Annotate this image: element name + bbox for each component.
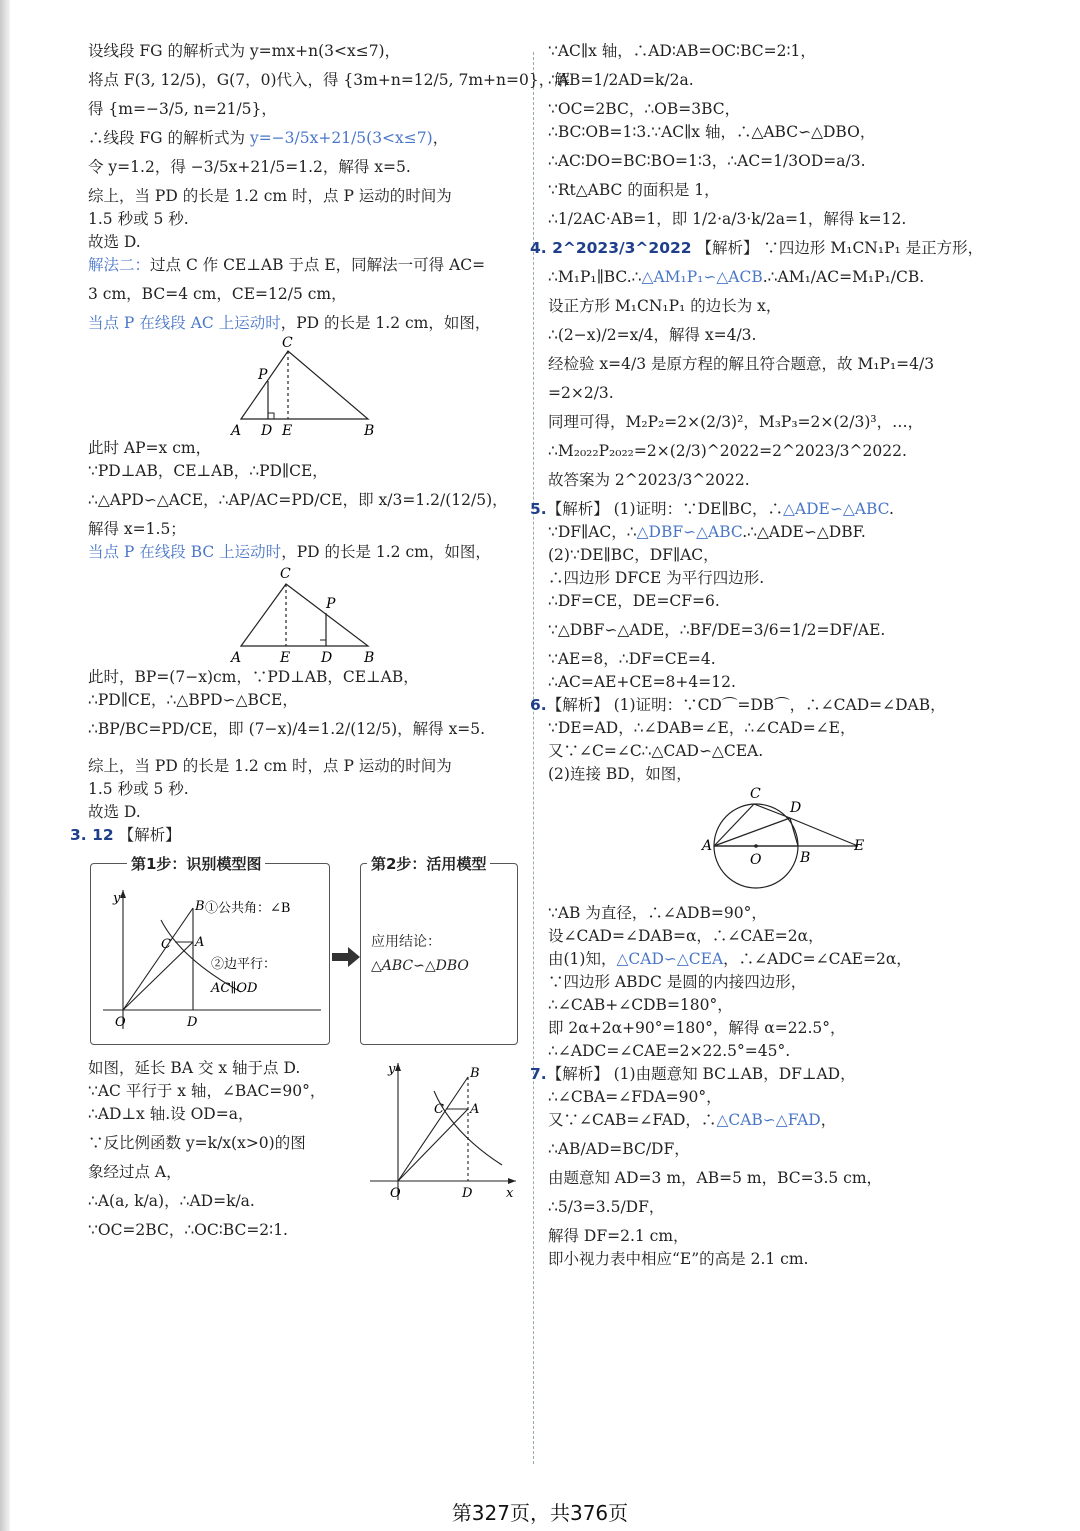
text-line: ∴PD∥CE，∴△BPD∽△BCE， bbox=[88, 691, 298, 709]
text-line: .∴AM₁/AC=M₁P₁/CB. bbox=[762, 268, 925, 286]
highlight-text: 当点 P 在线段 AC 上运动时 bbox=[88, 314, 281, 332]
text-line: ∴A(a, k/a)，∴AD=k/a. bbox=[88, 1192, 255, 1210]
highlight-text: △AM₁P₁∽△ACB bbox=[641, 268, 763, 286]
text-line: 由题意知 AD=3 m，AB=5 m，BC=3.5 cm， bbox=[548, 1169, 883, 1187]
note-text: ②边平行： bbox=[211, 957, 277, 972]
highlight-text: 当点 P 在线段 BC 上运动时 bbox=[88, 543, 282, 561]
text-line: ∵AC 平行于 x 轴，∠BAC=90°， bbox=[88, 1082, 326, 1100]
text-line: (2)∵DE∥BC，DF∥AC， bbox=[548, 546, 719, 564]
page-edge-shadow bbox=[0, 0, 10, 1531]
text-line: (2)连接 BD，如图， bbox=[548, 765, 692, 783]
text-line: 故选 D. bbox=[88, 233, 141, 251]
text-line: ∵OC=2BC，∴OC∶BC=2∶1. bbox=[88, 1221, 288, 1239]
text-line: 设∠CAD=∠DAB=α，∴∠CAE=2α， bbox=[548, 927, 824, 945]
text-line: 又∵∠CAB=∠FAD，∴ bbox=[548, 1111, 717, 1129]
text-line: ∴AB=1/2AD=k/2a. bbox=[548, 71, 694, 89]
text-line: ∴BC∶OB=1∶3.∵AC∥x 轴，∴△ABC∽△DBO， bbox=[548, 123, 876, 141]
point-label: C bbox=[161, 937, 171, 952]
step2-box bbox=[360, 855, 518, 1045]
point-label: C bbox=[750, 786, 761, 802]
triangle-figure-2 bbox=[88, 564, 520, 666]
point-label: D bbox=[261, 423, 273, 439]
point-label: A bbox=[231, 423, 242, 439]
text-line: 此时 AP=x cm， bbox=[88, 439, 212, 457]
text-line: ∴M₁P₁∥BC.∴ bbox=[548, 268, 642, 286]
text-line: ∵AE=8，∴DF=CE=4. bbox=[548, 650, 716, 668]
page-footer: 第327页，共376页 bbox=[451, 1501, 629, 1525]
text-line: 综上，当 PD 的长是 1.2 cm 时，点 P 运动的时间为 bbox=[88, 187, 452, 205]
text-line: 【解析】 (1)证明：∵CD⌒=DB⌒，∴∠CAD=∠DAB， bbox=[546, 696, 946, 714]
text-line: ，PD 的长是 1.2 cm，如图， bbox=[281, 543, 491, 561]
text-line: 过点 C 作 CE⊥AB 于点 E，同解法一可得 AC= bbox=[150, 256, 486, 274]
problem-number: 7. bbox=[530, 1065, 547, 1083]
note-text: AC∥OD bbox=[211, 981, 258, 996]
text-line: 【解析】 (1)证明：∵DE∥BC，∴ bbox=[546, 500, 784, 518]
text-line: 如图，延长 BA 交 x 轴于点 D. bbox=[88, 1059, 301, 1077]
text-line: ∵PD⊥AB，CE⊥AB，∴PD∥CE， bbox=[88, 462, 328, 480]
text-line: ∴AD⊥x 轴.设 OD=a， bbox=[88, 1105, 254, 1123]
text-line: ∴△APD∽△ACE，∴AP/AC=PD/CE，即 x/3=1.2/(12/5)， bbox=[88, 491, 508, 509]
point-label: A bbox=[470, 1102, 480, 1117]
text-line: 【解析】 ∵四边形 M₁CN₁P₁ 是正方形， bbox=[696, 239, 984, 257]
problem-number: 6. bbox=[530, 696, 547, 714]
point-label: D bbox=[462, 1186, 473, 1201]
triangle-figure-1 bbox=[88, 335, 520, 439]
point-label: D bbox=[187, 1015, 198, 1030]
note-text: ①公共角：∠B bbox=[205, 901, 291, 916]
text-line: ∴∠CAB+∠CDB=180°， bbox=[548, 996, 733, 1014]
point-label: C bbox=[434, 1102, 444, 1117]
analysis-label: 【解析】 bbox=[118, 826, 181, 844]
text-line: 即小视力表中相应“E”的高是 2.1 cm. bbox=[548, 1250, 809, 1268]
axis-label: y bbox=[113, 891, 121, 906]
step2-title: 第2步：活用模型 bbox=[367, 853, 490, 876]
point-label: B bbox=[364, 423, 375, 439]
text-line: ∵DE=AD，∴∠DAB=∠E，∴∠CAD=∠E， bbox=[548, 719, 856, 737]
text-line: 将点 F(3, 12/5)，G(7，0)代入，得 {3m+n=12/5, 7m+n=0}，解 bbox=[88, 71, 570, 89]
model-steps-area bbox=[88, 851, 520, 1051]
inverse-function-graph bbox=[368, 1055, 518, 1205]
text-line: ，∴∠ADC=∠CAE=2α， bbox=[723, 950, 912, 968]
text-line: 即 2α+2α+90°=180°，解得 α=22.5°， bbox=[548, 1019, 846, 1037]
point-label: A bbox=[231, 650, 242, 666]
point-label: O bbox=[390, 1186, 401, 1201]
point-label: E bbox=[854, 838, 865, 854]
point-label: P bbox=[326, 596, 336, 612]
method-label: 解法二： bbox=[88, 256, 151, 274]
text-line: ∴AC=AE+CE=8+4=12. bbox=[548, 673, 736, 691]
text-line: 解得 DF=2.1 cm， bbox=[548, 1227, 689, 1245]
text-line: ∵四边形 ABDC 是圆的内接四边形， bbox=[548, 973, 807, 991]
text-line: 又∵∠C=∠C∴△CAD∽△CEA. bbox=[548, 742, 764, 760]
text-line: 3 cm，BC=4 cm，CE=12/5 cm， bbox=[88, 285, 347, 303]
text-line: 由(1)知， bbox=[548, 950, 617, 968]
text-line: ∵AB 为直径，∴∠ADB=90°， bbox=[548, 904, 767, 922]
point-label: E bbox=[280, 650, 291, 666]
text-line: ∴AC∶DO=BC∶BO=1∶3，∴AC=1/3OD=a/3. bbox=[548, 152, 866, 170]
text-line: 【解析】 (1)由题意知 BC⊥AB，DF⊥AD， bbox=[546, 1065, 856, 1083]
text-line: ， bbox=[432, 129, 449, 147]
text-line: ∵反比例函数 y=k/x(x>0)的图 bbox=[88, 1134, 306, 1152]
text-line: ∵AC∥x 轴，∴AD∶AB=OC∶BC=2∶1， bbox=[548, 42, 816, 60]
text-line: ∵DF∥AC，∴ bbox=[548, 523, 637, 541]
arrow-icon bbox=[332, 945, 362, 969]
point-label: D bbox=[790, 800, 802, 816]
text-line: 得 {m=−3/5, n=21/5}， bbox=[88, 100, 277, 118]
text-line: 故答案为 2^2023/3^2022. bbox=[548, 471, 750, 489]
text-line: ∴5/3=3.5/DF， bbox=[548, 1198, 665, 1216]
text-line: ∴线段 FG 的解析式为 bbox=[88, 129, 245, 147]
text-line: ∴AB/AD=BC/DF， bbox=[548, 1140, 690, 1158]
problem-number: 5. bbox=[530, 500, 547, 518]
text-line: ∵△DBF∽△ADE，∴BF/DE=3/6=1/2=DF/AE. bbox=[548, 621, 886, 639]
text-line: ∴四边形 DFCE 为平行四边形. bbox=[548, 569, 765, 587]
note-text: 应用结论： bbox=[371, 934, 441, 950]
text-line: 解得 x=1.5； bbox=[88, 520, 186, 538]
text-line: 1.5 秒或 5 秒. bbox=[88, 210, 189, 228]
right-column: ∵AC∥x 轴，∴AD∶AB=OC∶BC=2∶1， ∴AB=1/2AD=k/2a. ∵OC=2BC，∴OB=3BC， ∴BC∶OB=1∶3.∵AC∥x 轴，∴△ABC∽△DBO， ∴AC∶DO=BC∶BO=1∶3，∴AC=1/3OD=a/3. ∵Rt△ABC 的面积是 1， ∴1/2AC·AB=1，即 1/2·a/3·k/2a=1，解得 k=12. 4. 2^2023/3^2022 【解析】 ∵四边形 M₁CN₁P₁ 是正方形， ∴M₁P₁∥BC.∴△AM₁P₁∽△ACB.∴AM₁/AC=M₁P₁/CB. 设正方形 M₁CN₁P₁ 的边长为 x， ∴(2−x)/2=x/4，解得 x=4/3. 经检验 x=4/3 是原方程的解且符合题意，故 M₁P₁=4/3 =2×2/3. 同理可得，M₂P₂=2×(2/3)²，M₃P₃=2×(2/3)³，…， ∴M₂₀₂₂P₂₀₂₂=2×(2/3)^2022=2^2023/3^2022. 故答案为 2^2023/3^2022. 5.【解析】 (1)证明：∵DE∥BC，∴△ADE∽△ABC. ∵DF∥AC，∴△DBF∽△ABC.∴△ADE∽△DBF. (2)∵DE∥BC，DF∥AC， ∴四边形 DFCE 为平行四边形. ∴DF=CE，DE=CF=6. ∵△DBF∽△ADE，∴BF/DE=3/6=1/2=DF/AE. ∵AE=8，∴DF=CE=4. ∴AC=AE+CE=8+4=12. 6.【解析】 (1)证明：∵CD⌒=DB⌒，∴∠CAD=∠DAB， ∵DE=AD，∴∠DAB=∠E，∴∠CAD=∠E， 又∵∠C=∠C∴△CAD∽△CEA. (2)连接 BD，如图， C D A O B E ∵AB 为直径，∴∠ADB=90°， 设∠CAD=∠DAB=α，∴∠CAE=2α， 由(1)知，△CAD∽△CEA，∴∠ADC=∠CAE=2α， ∵四边形 ABDC 是圆的内接四边形， ∴∠CAB+∠CDB=180°， 即 2α+2α+90°=180°，解得 α=22.5°， ∴∠ADC=∠CAE=2×22.5°=45°. 7.【解析】 (1)由题意知 BC⊥AB，DF⊥AD， ∴∠CBA=∠FDA=90°， 又∵∠CAB=∠FAD，∴△CAB∽△FAD， ∴AB/AD=BC/DF， 由题意知 AD=3 m，AB=5 m，BC=3.5 cm， ∴5/3=3.5/DF， 解得 DF=2.1 cm， 即小视力表中相应“E”的高是 2.1 cm. bbox=[548, 40, 998, 1271]
problem-number: 4. 2^2023/3^2022 bbox=[530, 239, 692, 257]
text-line: ∴(2−x)/2=x/4，解得 x=4/3. bbox=[548, 326, 757, 344]
problem-number: 3. 12 bbox=[70, 826, 114, 844]
text-line: 象经过点 A， bbox=[88, 1163, 182, 1181]
step1-graph bbox=[91, 864, 329, 1044]
axis-label: y bbox=[388, 1062, 396, 1077]
text-line: ∴BP/BC=PD/CE，即 (7−x)/4=1.2/(12/5)，解得 x=5. bbox=[88, 720, 486, 738]
highlight-text: △CAD∽△CEA bbox=[616, 950, 724, 968]
text-line: 同理可得，M₂P₂=2×(2/3)²，M₃P₃=2×(2/3)³，…， bbox=[548, 413, 924, 431]
point-label: B bbox=[800, 850, 811, 866]
point-label: B bbox=[195, 899, 205, 914]
text-line: ∴DF=CE，DE=CF=6. bbox=[548, 592, 720, 610]
highlight-text: △ADE∽△ABC bbox=[783, 500, 889, 518]
point-label: O bbox=[750, 852, 762, 868]
text-line: ∴∠CBA=∠FDA=90°， bbox=[548, 1088, 722, 1106]
text-line: 经检验 x=4/3 是原方程的解且符合题意，故 M₁P₁=4/3 bbox=[548, 355, 935, 373]
point-label: A bbox=[195, 935, 205, 950]
axis-label: x bbox=[506, 1186, 514, 1201]
step1-box bbox=[90, 855, 330, 1045]
text-line: 故选 D. bbox=[88, 803, 141, 821]
text-line: 此时，BP=(7−x)cm，∵PD⊥AB，CE⊥AB， bbox=[88, 668, 419, 686]
point-label: O bbox=[115, 1015, 126, 1030]
text-line: ∴1/2AC·AB=1，即 1/2·a/3·k/2a=1，解得 k=12. bbox=[548, 210, 907, 228]
point-label: E bbox=[282, 423, 293, 439]
point-label: D bbox=[321, 650, 333, 666]
point-label: C bbox=[282, 335, 293, 351]
text-line: =2×2/3. bbox=[548, 384, 614, 402]
text-line: ∵OC=2BC，∴OB=3BC， bbox=[548, 100, 741, 118]
point-label: B bbox=[364, 650, 375, 666]
highlight-text: △DBF∽△ABC bbox=[636, 523, 743, 541]
text-line: ∴M₂₀₂₂P₂₀₂₂=2×(2/3)^2022=2^2023/3^2022. bbox=[548, 442, 907, 460]
point-label: P bbox=[258, 367, 268, 383]
text-line: 令 y=1.2，得 −3/5x+21/5=1.2，解得 x=5. bbox=[88, 158, 411, 176]
text-line: ∴∠ADC=∠CAE=2×22.5°=45°. bbox=[548, 1042, 791, 1060]
text-line: 设线段 FG 的解析式为 y=mx+n(3<x≤7)， bbox=[88, 42, 401, 60]
point-label: B bbox=[470, 1066, 480, 1081]
text-line: ，PD 的长是 1.2 cm，如图， bbox=[280, 314, 491, 332]
highlight-text: △CAB∽△FAD bbox=[716, 1111, 821, 1129]
left-column bbox=[70, 40, 570, 1242]
circle-figure bbox=[548, 786, 998, 902]
text-line: 综上，当 PD 的长是 1.2 cm 时，点 P 运动的时间为 bbox=[88, 757, 452, 775]
text-line: ∵Rt△ABC 的面积是 1， bbox=[548, 181, 720, 199]
step1-title: 第1步：识别模型图 bbox=[127, 853, 265, 876]
text-line: .∴△ADE∽△DBF. bbox=[742, 523, 866, 541]
column-divider bbox=[533, 52, 534, 1464]
point-label: A bbox=[702, 838, 713, 854]
text-line: 设正方形 M₁CN₁P₁ 的边长为 x， bbox=[548, 297, 782, 315]
highlight-text: y=−3/5x+21/5(3<x≤7) bbox=[249, 129, 433, 147]
note-text: △ABC∽△DBO bbox=[371, 958, 469, 974]
point-label: C bbox=[280, 566, 291, 582]
text-line: 1.5 秒或 5 秒. bbox=[88, 780, 189, 798]
